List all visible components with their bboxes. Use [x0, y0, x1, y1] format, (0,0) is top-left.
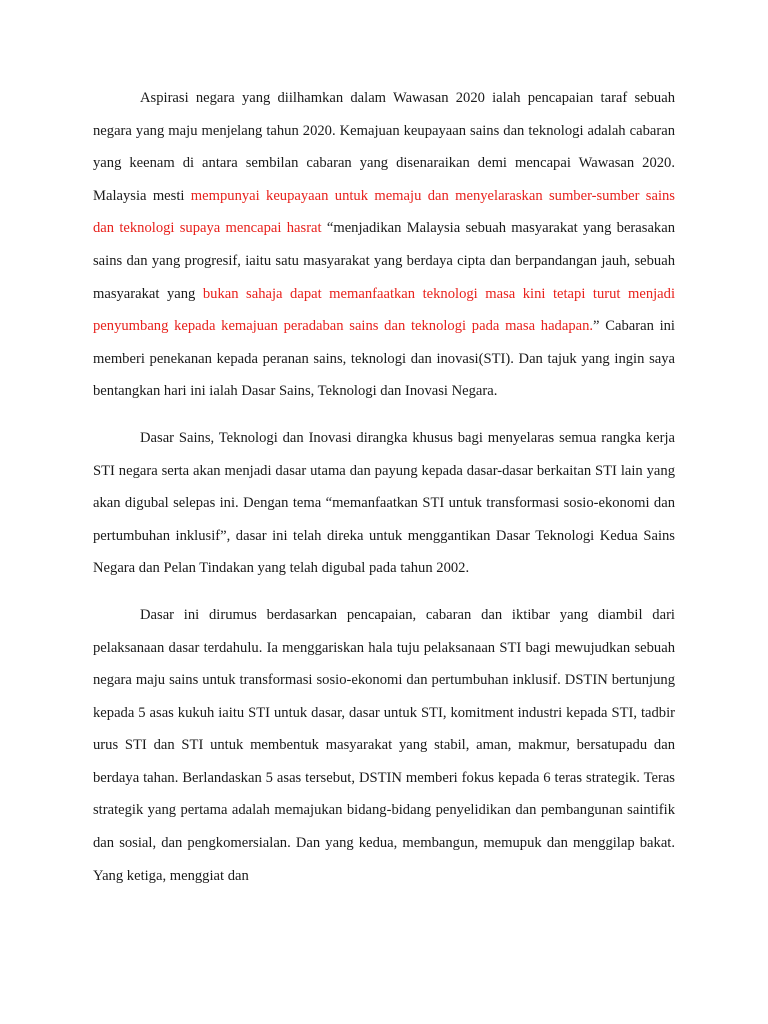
paragraph-1-text-2: “menjadikan Malaysia sebuah masyarakat yang berasakan sains dan yang progresif, iaitu satu masyarakat yang berdaya cipta dan berpandangan jauh, sebuah masyarakat yang	[93, 220, 675, 302]
paragraph-1	[93, 82, 675, 408]
paragraph-1-text-3: ” Cabaran ini memberi penekanan kepada peranan sains, teknologi dan inovasi(STI). Dan tajuk yang ingin saya bentangkan hari ini ialah Dasar Sains, Teknologi dan Inovasi Negara.	[93, 318, 675, 400]
paragraph-3	[93, 599, 675, 892]
document-body	[93, 82, 675, 906]
paragraph-1-highlight-2: bukan sahaja dapat memanfaatkan teknologi masa kini tetapi turut menjadi penyumbang kepada kemajuan peradaban sains dan teknologi pada masa hadapan.	[93, 285, 676, 335]
paragraph-1-text-1: Aspirasi negara yang diilhamkan dalam Wawasan 2020 ialah pencapaian taraf sebuah negara yang maju menjelang tahun 2020. Kemajuan keupayaan sains dan teknologi adalah cabaran yang keenam di antara sembilan cabaran yang disenaraikan demi mencapai Wawasan 2020. Malaysia mesti	[93, 90, 675, 204]
paragraph-2-text-1: Dasar Sains, Teknologi dan Inovasi dirangka khusus bagi menyelaras semua rangka kerja STI negara serta akan menjadi dasar utama dan payung kepada dasar-dasar berkaitan STI lain yang akan digubal selepas ini. Dengan tema “memanfaatkan STI untuk transformasi sosio-ekonomi dan pertumbuhan inklusif”, dasar ini telah direka untuk menggantikan Dasar Teknologi Kedua Sains Negara dan Pelan Tindakan yang telah digubal pada tahun 2002.	[93, 429, 675, 577]
paragraph-3-text-1: Dasar ini dirumus berdasarkan pencapaian, cabaran dan iktibar yang diambil dari pelaksanaan dasar terdahulu. Ia menggariskan hala tuju pelaksanaan STI bagi mewujudkan sebuah negara maju sains untuk transformasi sosio-ekonomi dan pertumbuhan inklusif. DSTIN bertunjung kepada 5 asas kukuh iaitu STI untuk dasar, dasar untuk STI, komitment industri kepada STI, tadbir urus STI dan STI untuk membentuk masyarakat yang stabil, aman, makmur, bersatupadu dan berdaya tahan. Berlandaskan 5 asas tersebut, DSTIN memberi fokus kepada 6 teras strategik. Teras strategik yang pertama adalah memajukan bidang-bidang penyelidikan dan pembangunan saintifik dan sosial, dan pengkomersialan. Dan yang kedua, membangun, memupuk dan menggilap bakat. Yang ketiga, menggiat dan	[93, 606, 675, 884]
paragraph-1-highlight-1: mempunyai keupayaan untuk memaju dan menyelaraskan sumber-sumber sains dan teknologi supaya mencapai hasrat	[93, 187, 675, 237]
paragraph-2	[93, 422, 675, 585]
